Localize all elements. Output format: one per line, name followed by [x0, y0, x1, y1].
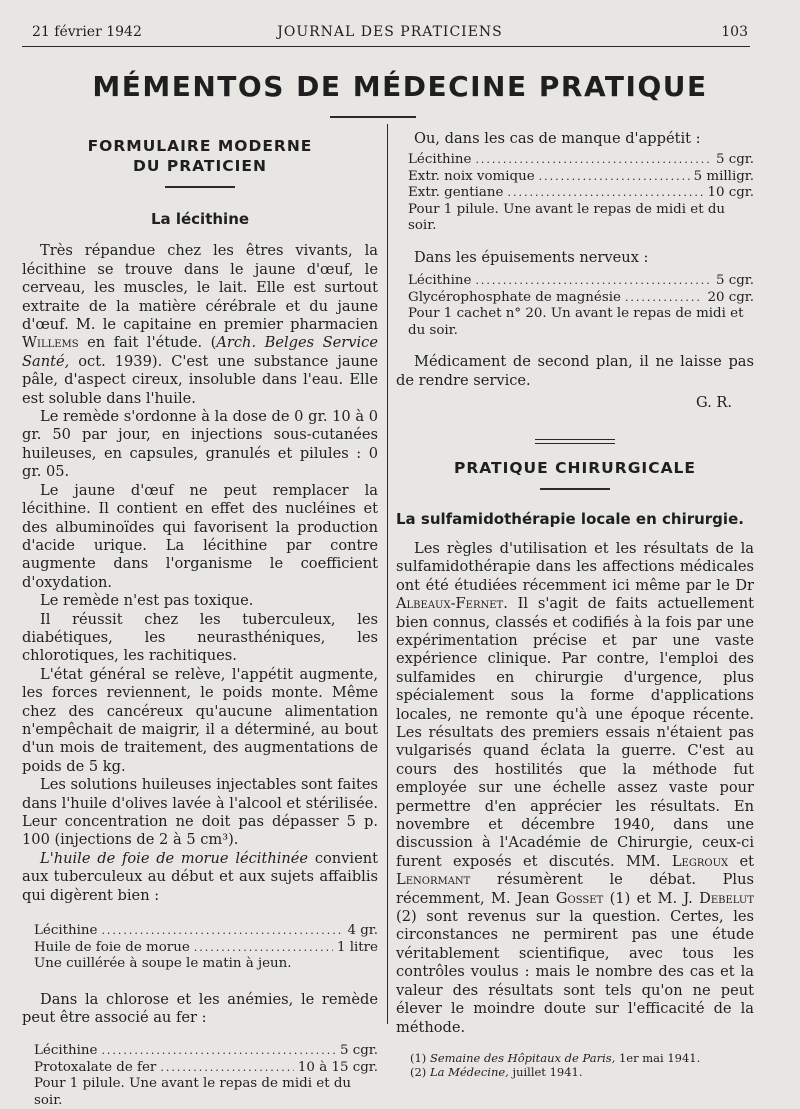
subtitle-lecithine: La lécithine — [150, 210, 250, 228]
section-title-formulaire: FORMULAIRE MODERNE DU PRATICIEN — [87, 137, 313, 175]
formula-row: Extr. gentiane ..... 10 cgr. — [408, 185, 754, 202]
formula-note: Pour 1 pilule. Une avant le repas de midi et du soir. — [34, 1076, 352, 1108]
formula-note: Pour 1 cachet n° 20. Un avant le repas de midi et du soir. — [408, 306, 744, 338]
footnotes — [410, 1051, 754, 1079]
title-rule-short — [330, 116, 416, 118]
formula-row: Huile de foie de morue ..... 1 litre — [34, 940, 378, 957]
paragraph: L'état général se relève, l'appétit augmente, les forces reviennent, le poids monte. Même chez des cancéreux qu'aucune alimentation n'empêchait de maigrir, il a déterminé, au bout d'un mois de traitement, des augmentations de poids de 5 kg. — [22, 665, 378, 775]
formula-2 — [34, 1043, 378, 1076]
paragraph: Ou, dans les cas de manque d'appétit : — [414, 130, 701, 147]
column-divider — [387, 124, 388, 1024]
section-rule — [540, 488, 610, 490]
formula-row: Lécithine ..... 5 cgr. — [408, 273, 754, 290]
header-journal: JOURNAL DES PRATICIENS — [277, 24, 503, 40]
page-title: MÉMENTOS DE MÉDECINE PRATIQUE — [92, 70, 708, 103]
formula-row: Lécithine ..... 5 cgr. — [408, 152, 754, 169]
paragraph: Le remède n'est pas toxique. — [40, 592, 254, 610]
section-rule — [165, 186, 235, 188]
paragraph: Médicament de second plan, il ne laisse pas de rendre service. — [396, 353, 754, 389]
double-rule — [535, 439, 615, 444]
formula-note: Une cuillérée à soupe le matin à jeun. — [34, 956, 292, 972]
paragraph: Le remède s'ordonne à la dose de 0 gr. 10 à 0 gr. 50 par jour, en injections sous-cutanées huileuses, en capsules, granulés et pilules : 0 gr. 05. — [22, 408, 378, 481]
paragraph: L'huile de foie de morue lécithinée convient aux tuberculeux au début et aux sujets affaiblis qui digèrent bien : — [22, 849, 379, 904]
formula-1 — [34, 923, 378, 956]
paragraph: Les solutions huileuses injectables sont faites dans l'huile d'olives lavée à l'alcool et stérilisée. Leur concentration ne doit pas dépasser 5 p. 100 (injections de 2 à 5 cm³). — [22, 776, 378, 849]
signature: G. R. — [695, 394, 732, 412]
paragraph: Les règles d'utilisation et les résultats de la sulfamidothérapie dans les affections médicales ont été étudiées récemment ici même par le Dr Albeaux-Fernet. Il s'agit de faits actuellement bien connus, classés et codifiés à la fois par une expérimentation précise et par une vaste expérience clinique. Par contre, l'emploi des sulfamides en chirurgie d'urgence, plus spécialement sous la forme d'applications locales, ne remonte qu'à une époque récente. Les résultats des premiers essais n'étaient pas vulgarisés quand éclata la guerre. C'est au cours des hostilités que la méthode fut employée sur une échelle assez vaste pour permettre d'en apprécier les résultats. En novembre et décembre 1940, dans une discussion à l'Académie de Chirurgie, ceux-ci furent exposés et discutés. MM. Legroux et Lenormant résumèrent le débat. Plus récemment, M. Jean Gosset (1) et M. J. Debelut (2) sont revenus sur la question. Certes, les circonstances ne permirent pas une étude véritablement scientifique, avec tous les contrôles voulus : mais le nombre des cas et la valeur des résultats sont tels qu'on ne peut élever le moindre doute sur l'efficacité de la méthode. — [396, 539, 754, 1036]
paragraph: Dans les épuisements nerveux : — [414, 248, 649, 266]
paragraph: Le jaune d'œuf ne peut remplacer la lécithine. Il contient en effet des nucléines et des albuminoïdes qui favorisent la production d'acide urique. La lécithine par contre augmente dans l'organisme le coefficient d'oxydation. — [22, 481, 378, 591]
left-column — [22, 136, 378, 1109]
formula-row: Protoxalate de fer ..... 10 à 15 cgr. — [34, 1060, 378, 1077]
footnote: (1) Semaine des Hôpitaux de Paris, 1er mai 1941. — [410, 1050, 701, 1065]
running-header — [32, 24, 748, 44]
formula-row: Lécithine ..... 5 cgr. — [34, 1043, 378, 1060]
header-date: 21 février 1942 — [32, 24, 142, 40]
formula-row: Extr. noix vomique ..... 5 milligr. — [408, 169, 754, 186]
section-title-chirurgicale: PRATIQUE CHIRURGICALE — [453, 458, 697, 477]
formula-note: Pour 1 pilule. Une avant le repas de midi et du soir. — [408, 201, 726, 234]
formula-4 — [408, 273, 754, 306]
header-rule — [22, 46, 750, 47]
formula-row: Glycérophosphate de magnésie ..... 20 cgr. — [408, 290, 754, 307]
formula-row: Lécithine ..... 4 gr. — [34, 923, 378, 940]
formula-3 — [408, 152, 754, 202]
footnote: (2) La Médecine, juillet 1941. — [410, 1064, 583, 1079]
subtitle-sulfamidotherapie: La sulfamidothérapie locale en chirurgie. — [396, 509, 744, 528]
right-column — [396, 130, 754, 1079]
paragraph: Très répandue chez les êtres vivants, la lécithine se trouve dans le jaune d'œuf, le cerveau, les muscles, le lait. Elle est surtout extraite de la matière cérébrale et du jaune d'œuf. M. le capitaine en premier pharmacien Willems en fait l'étude. (Arch. Belges Service Santé, oct. 1939). C'est une substance jaune pâle, d'aspect cireux, insoluble dans l'eau. Elle est soluble dans l'huile. — [22, 242, 378, 407]
paragraph: Il réussit chez les tuberculeux, les diabétiques, les neurasthéniques, les chlorotiques, les rachitiques. — [22, 610, 378, 665]
paragraph: Dans la chlorose et les anémies, le remède peut être associé au fer : — [22, 990, 378, 1026]
page-number: 103 — [721, 24, 748, 40]
